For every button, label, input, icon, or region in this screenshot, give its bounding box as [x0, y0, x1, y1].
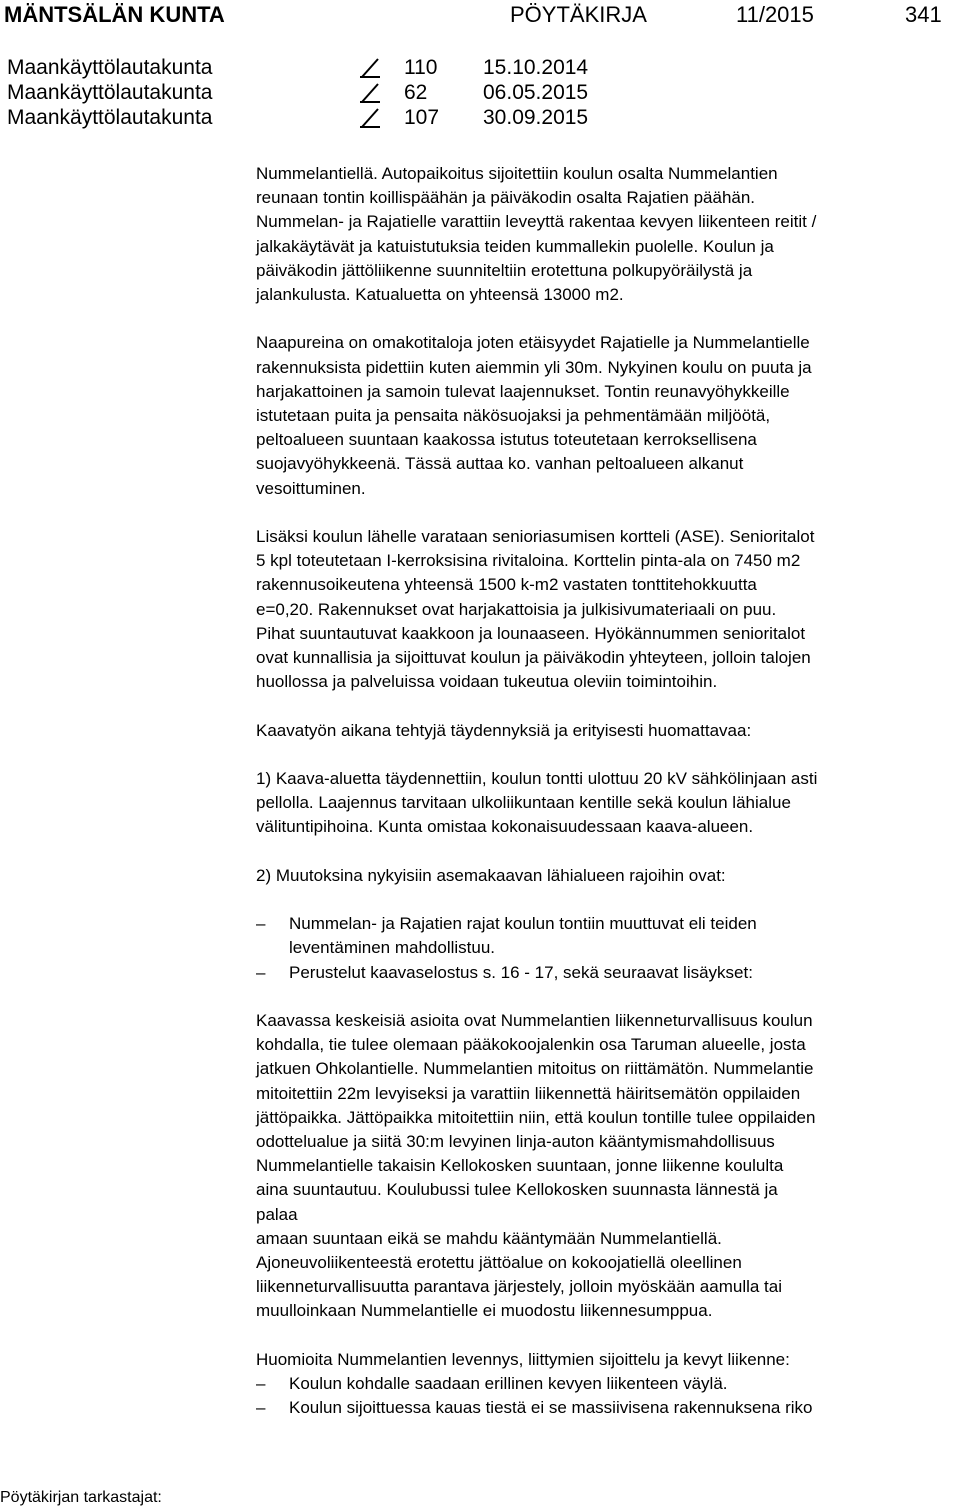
paragraph-parking: Nummelantiellä. Autopaikoitus sijoitettiin koulun osalta Nummelantien reunaan tontin koillispäähän ja päiväkodin osalta Rajatien päähän. Nummelan- ja Rajatielle varattiin leveyttä rakentaa kevyen liikenteen reitit / jalkakäytävät ja katuistutuksia teiden kummallekin puolelle. Koulun ja päiväkodin jättöliikenne suunniteltiin erotettuna polkupyöräilystä ja jalankulusta. Katualuetta on yhteensä 13000 m2. [256, 164, 817, 305]
observations-list [256, 1372, 956, 1420]
list-item [256, 912, 956, 960]
document-header [0, 0, 960, 30]
paragraph-section-icon [358, 107, 382, 129]
paragraph-traffic-safety: Kaavassa keskeisiä asioita ovat Nummelantien liikenneturvallisuus koulun kohdalla, tie tulee olemaan pääkokoojalenkin osa Taruman alueelle, josta jatkuen Ohkolantielle. Nummelantien mitoitus on riittämätön. Nummelantie mitoitettiin 22m levyiseksi ja varattiin liikennettä häiritsemätön oppilaiden jättöpaikka. Jättöpaikka mitoitettiin niin, että koulun tontille tulee oppilaiden odottelualue ja siitä 30:m levyinen linja-auton kääntymismahdollisuus Nummelantielle takaisin Kellokosken suuntaan, jonne liikenne koululta aina suuntautuu. Koulubussi tulee Kellokosken suunnasta lännestä ja palaa amaan suuntaan eikä se mahdu kääntymään Nummelantiellä. Ajoneuvoliikenteestä erotettu jättöalue on kokoojatiellä oleellinen liikenneturvallisuutta parantava järjestely, jolloin myöskään aamulla tai muulloinkaan Nummelantielle ei muodostu liikennesumppua. [256, 1011, 816, 1321]
list-item [256, 1372, 956, 1396]
reference-section: 110 [404, 56, 438, 79]
reference-body: Maankäyttölautakunta [7, 81, 213, 104]
page-number: 341 [905, 2, 942, 27]
list-item-text: Koulun sijoittuessa kauas tiestä ei se massiivisena rakennuksena riko [289, 1398, 813, 1418]
list-item-text: Koulun kohdalle saadaan erillinen kevyen liikenteen väylä. [289, 1374, 728, 1394]
paragraph-neighbours: Naapureina on omakotitaloja joten etäisyydet Rajatielle ja Nummelantielle rakennuksista pidettiin kuten aiemmin yli 30m. Nykyinen koulu on puuta ja harjakattoinen ja samoin tulevat laajennukset. Tontin reunavyöhykkeille istutetaan puita ja pensaita näkösuojaksi ja pehmentämään miljöötä, peltoalueen suuntaan kaakossa istutus toteutetaan kerroksellisena suojavyöhykkeenä. Tässä auttaa ko. vanhan peltoalueen alkanut vesoittuminen. [256, 333, 812, 498]
paragraph-observations: Huomioita Nummelantien levennys, liittymien sijoittelu ja kevyt liikenne: [256, 1349, 790, 1369]
inspectors-label: Pöytäkirjan tarkastajat: [0, 1489, 162, 1506]
paragraph-addition-2: 2) Muutoksina nykyisiin asemakaavan lähialueen rajoihin ovat: [256, 865, 726, 885]
document-type: PÖYTÄKIRJA [510, 2, 647, 27]
reference-date: 06.05.2015 [483, 81, 589, 104]
reference-body: Maankäyttölautakunta [7, 56, 213, 79]
dash-bullet: – [256, 1374, 266, 1394]
paragraph-senior-housing: Lisäksi koulun lähelle varataan senioriasumisen kortteli (ASE). Senioritalot 5 kpl toteutetaan I-kerroksisina rivitaloina. Korttelin pinta-ala on 7450 m2 rakennusoikeutena yhteensä 1500 k-m2 vastaten tonttitehokkuutta e=0,20. Rakennukset ovat harjakattoisia ja julkisivumateriaali on puu. Pihat suuntautuvat kaakkoon ja lounaaseen. Hyökännummen senioritalot ovat kunnallisia ja sijoittuvat koulun ja päiväkodin yhteyteen, jolloin talojen huollossa ja palveluissa voidaan tukeutua oleviin toimintoihin. [256, 527, 815, 692]
changes-list [256, 912, 956, 985]
dash-bullet: – [256, 962, 266, 982]
reference-section: 62 [404, 81, 428, 104]
dash-bullet: – [256, 1398, 266, 1418]
reference-row [0, 105, 960, 130]
reference-date: 30.09.2015 [483, 106, 589, 129]
document-number: 11/2015 [736, 2, 814, 27]
reference-date: 15.10.2014 [483, 56, 589, 79]
paragraph-section-icon [358, 82, 382, 104]
list-item-text: Perustelut kaavaselostus s. 16 - 17, sekä seuraavat lisäykset: [289, 962, 753, 982]
organization-name: MÄNTSÄLÄN KUNTA [4, 2, 225, 27]
list-item [256, 1396, 956, 1420]
paragraph-section-icon [358, 57, 382, 79]
reference-row [0, 80, 960, 105]
document-body [256, 162, 956, 1420]
reference-list [0, 55, 960, 130]
paragraph-additions-intro: Kaavatyön aikana tehtyjä täydennyksiä ja erityisesti huomattavaa: [256, 720, 752, 740]
paragraph-addition-1: 1) Kaava-aluetta täydennettiin, koulun tontti ulottuu 20 kV sähkölinjaan asti pellolla. Laajennus tarvitaan ulkoliikuntaan kentille sekä koulun lähialue välituntipihoina. Kunta omistaa kokonaisuudessaan kaava-alueen. [256, 769, 818, 837]
list-item [256, 961, 956, 985]
reference-row [0, 55, 960, 80]
reference-section: 107 [404, 106, 440, 129]
dash-bullet: – [256, 914, 266, 934]
reference-body: Maankäyttölautakunta [7, 106, 213, 129]
list-item-text: Nummelan- ja Rajatien rajat koulun tontiin muuttuvat eli teiden leventäminen mahdollistuu. [289, 914, 757, 958]
